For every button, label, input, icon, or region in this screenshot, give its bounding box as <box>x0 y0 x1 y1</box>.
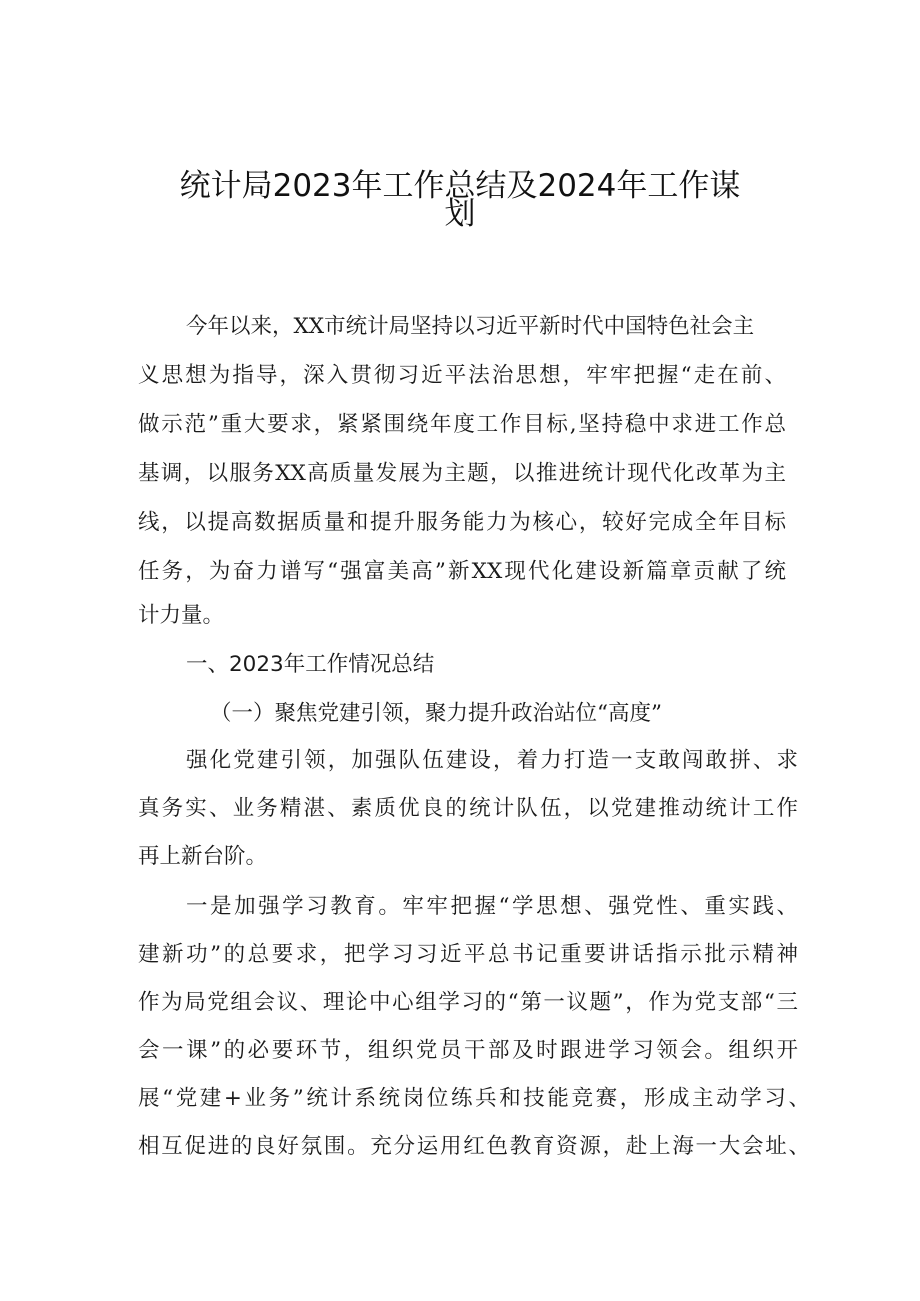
paragraph-line: 再上新台阶。 <box>138 844 268 869</box>
paragraph-line: 做示范”重大要求，紧紧围绕年度工作目标,坚持稳中求进工作总 <box>138 412 786 437</box>
paragraph-line: 会一课”的必要环节，组织党员干部及时跟进学习领会。组织开 <box>138 1038 798 1063</box>
paragraph-line: 计力量。 <box>138 603 225 628</box>
document-title-line-2: 划 <box>444 196 476 232</box>
paragraph-line: 基调，以服务XX高质量发展为主题，以推进统计现代化改革为主 <box>138 461 786 486</box>
paragraph-line: 强化党建引领，加强队伍建设，着力打造一支敢闯敢拼、求 <box>186 748 798 773</box>
paragraph-line: 线，以提高数据质量和提升服务能力为核心，较好完成全年目标 <box>138 510 786 535</box>
paragraph-line: 任务，为奋力谱写“强富美高”新XX现代化建设新篇章贡献了统 <box>138 559 786 584</box>
paragraph-line: 一是加强学习教育。牢牢把握“学思想、强党性、重实践、 <box>186 894 798 919</box>
paragraph-line: 作为局党组会议、理论中心组学习的“第一议题”，作为党支部“三 <box>138 990 798 1015</box>
paragraph-line: 真务实、业务精湛、素质优良的统计队伍，以党建推动统计工作 <box>138 796 798 821</box>
paragraph-line: 展“党建+业务”统计系统岗位练兵和技能竞赛，形成主动学习、 <box>138 1086 810 1111</box>
paragraph-line: 建新功”的总要求，把学习习近平总书记重要讲话指示批示精神 <box>138 942 798 967</box>
paragraph-line: 今年以来，XX市统计局坚持以习近平新时代中国特色社会主 <box>186 314 755 339</box>
paragraph-line: 相互促进的良好氛围。充分运用红色教育资源，赴上海一大会址、 <box>138 1134 810 1159</box>
paragraph-line: 义思想为指导，深入贯彻习近平法治思想，牢牢把握“走在前、 <box>138 363 786 388</box>
section-heading: 一、2023年工作情况总结 <box>186 652 435 677</box>
document-title-line-1: 统计局2023年工作总结及2024年工作谋 <box>179 168 741 204</box>
subsection-heading: （一）聚焦党建引领，聚力提升政治站位“高度” <box>210 701 662 726</box>
